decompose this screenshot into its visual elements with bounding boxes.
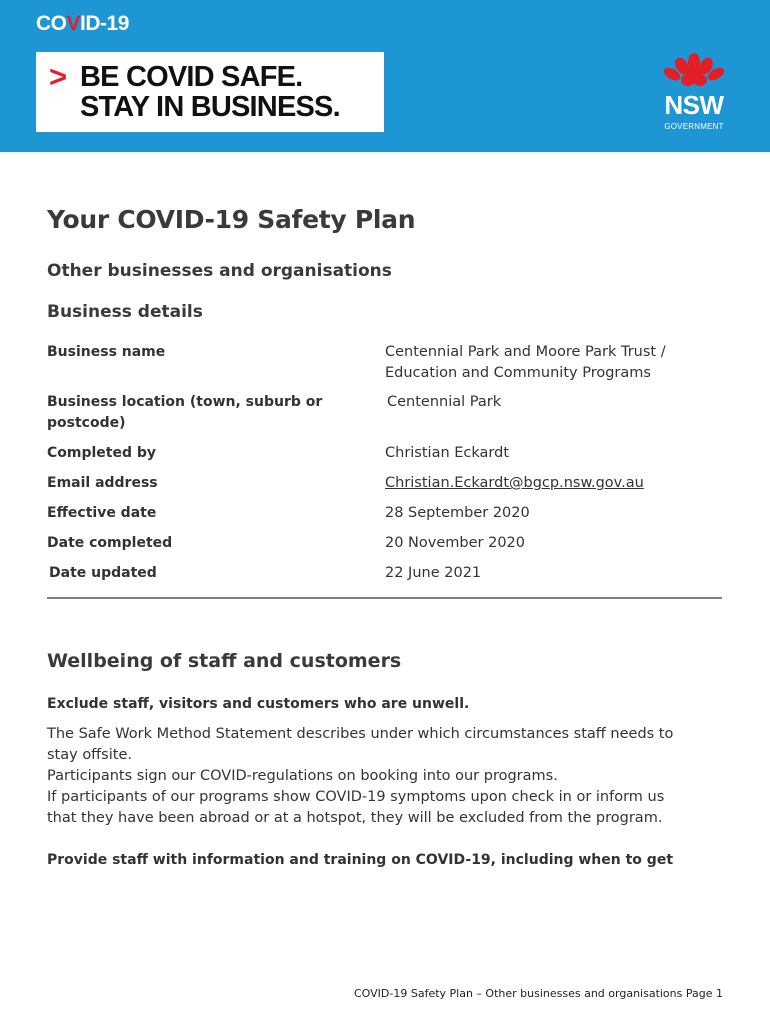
body-line: stay offsite.: [47, 747, 132, 763]
waratah-icon: [662, 52, 726, 92]
body-line: that they have been abroad or at a hotspot, they will be excluded from the program.: [47, 810, 663, 826]
nsw-government-logo: [658, 52, 730, 134]
business-name-line: Centennial Park and Moore Park Trust /: [385, 344, 666, 360]
slogan-line-2: STAY IN BUSINESS.: [80, 91, 340, 123]
email-address-link[interactable]: Christian.Eckardt@bgcp.nsw.gov.au: [385, 475, 644, 491]
wellbeing-body: [47, 724, 727, 829]
header-banner: [0, 0, 770, 152]
covid-wordmark-prefix: CO: [36, 12, 67, 35]
completed-by-value: Christian Eckardt: [385, 445, 510, 461]
body-line: If participants of our programs show COVID-19 symptoms upon check in or inform us: [47, 789, 665, 805]
date-updated-label: Date updated: [49, 565, 157, 581]
section-divider: [47, 597, 722, 599]
slogan-line-1: BE COVID SAFE.: [80, 61, 303, 93]
slogan-box: [36, 52, 384, 132]
email-address-label: Email address: [47, 475, 158, 491]
nsw-logo-text: NSW: [664, 90, 724, 120]
effective-date-value: 28 September 2020: [385, 505, 530, 521]
date-completed-value: 20 November 2020: [385, 535, 526, 551]
covid-wordmark-v: V: [66, 12, 81, 35]
date-updated-value: 22 June 2021: [385, 565, 482, 581]
business-location-label: Business location (town, suburb or postcode): [47, 394, 323, 431]
slogan-arrow-icon: >: [49, 59, 68, 94]
date-completed-label: Date completed: [47, 535, 173, 551]
wellbeing-heading: Wellbeing of staff and customers: [47, 650, 402, 672]
page-footer: COVID-19 Safety Plan – Other businesses and organisations Page 1: [354, 987, 723, 1000]
business-name-label: Business name: [47, 344, 166, 360]
plan-subtitle: Other businesses and organisations: [47, 261, 392, 281]
business-name-value: [385, 342, 715, 384]
page-title: Your COVID-19 Safety Plan: [47, 205, 416, 234]
covid-wordmark-suffix: ID-19: [80, 12, 129, 35]
exclude-unwell-heading: Exclude staff, visitors and customers who are unwell.: [47, 696, 470, 712]
body-line: The Safe Work Method Statement describes under which circumstances staff needs to: [47, 726, 674, 742]
government-logo-text: GOVERNMENT: [664, 122, 724, 131]
training-heading: Provide staff with information and training on COVID-19, including when to get: [47, 852, 674, 868]
business-location-value: Centennial Park: [387, 394, 502, 410]
completed-by-label: Completed by: [47, 445, 157, 461]
business-details-heading: Business details: [47, 302, 203, 322]
business-name-line: Education and Community Programs: [385, 365, 651, 381]
covid-19-wordmark: [36, 12, 129, 36]
effective-date-label: Effective date: [47, 505, 157, 521]
body-line: Participants sign our COVID-regulations on booking into our programs.: [47, 768, 558, 784]
